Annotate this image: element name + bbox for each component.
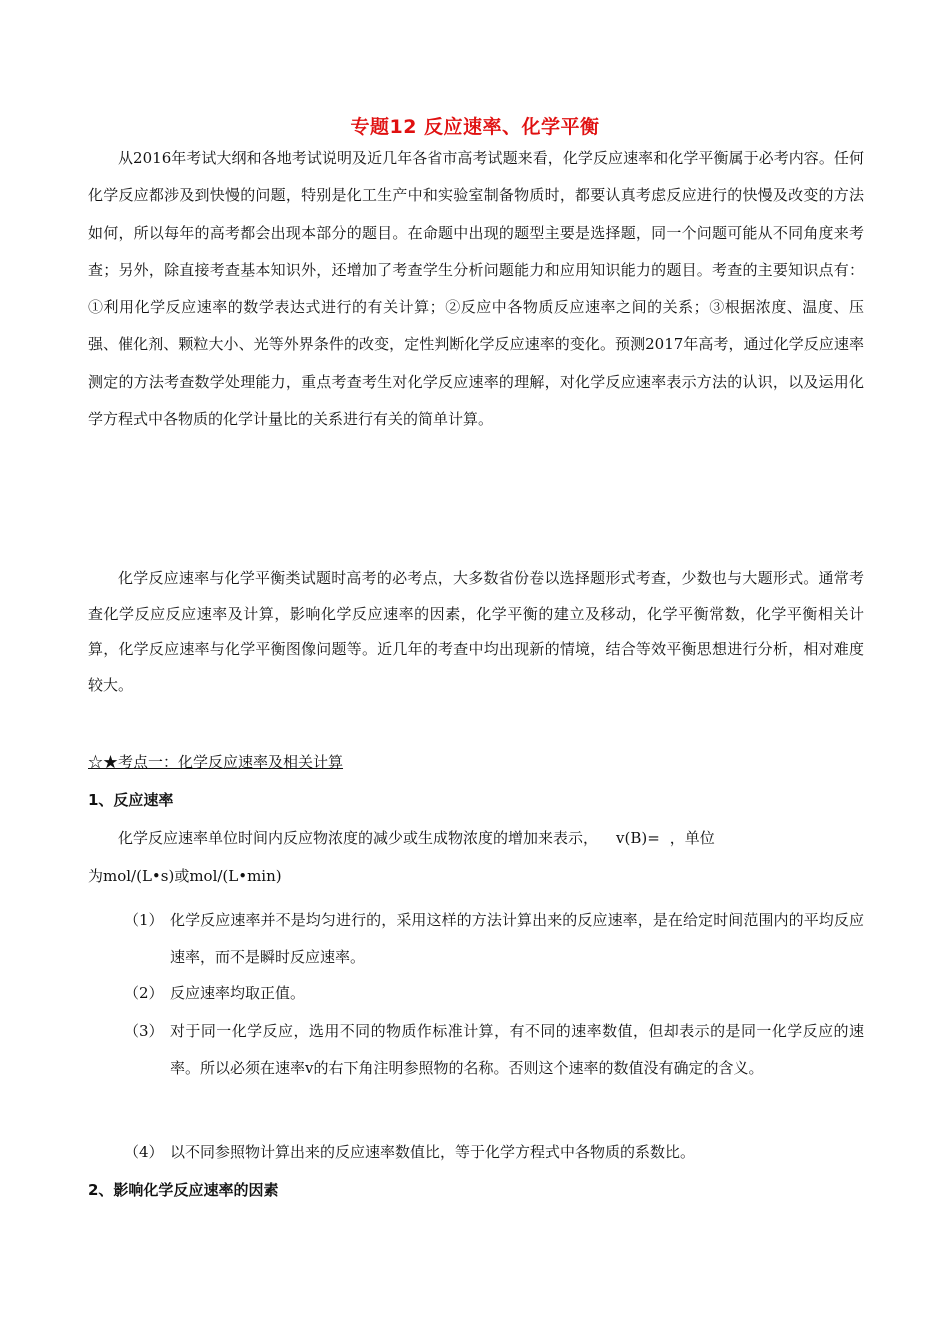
definition-text: 化学反应速率单位时间内反应物浓度的减少或生成物浓度的增加来表示， bbox=[118, 829, 599, 847]
list-item-text: 以不同参照物计算出来的反应速率数值比，等于化学方程式中各物质的系数比。 bbox=[170, 1143, 696, 1161]
list-item-text: 对于同一化学反应，选用不同的物质作标准计算，有不同的速率数值，但却表示的是同一化学反应的速率。所以必须在速率v的右下角注明参照物的名称。否则这个速率的数值没有确定的含义。 bbox=[170, 1022, 864, 1077]
definition-line bbox=[118, 826, 864, 850]
list-item bbox=[124, 1013, 864, 1086]
definition-unit-lead: ，单位 bbox=[669, 829, 715, 847]
list-item-text: 化学反应速率并不是均匀进行的，采用这样的方法计算出来的反应速率，是在给定时间范围内的平均反应速率，而不是瞬时反应速率。 bbox=[170, 911, 864, 966]
list-item-number: （1） bbox=[124, 911, 164, 929]
list-item bbox=[124, 1134, 864, 1171]
section-heading-reaction-rate: 1、反应速率 bbox=[88, 791, 174, 809]
definition-units: 为mol/(L•s)或mol/(L•min) bbox=[88, 867, 282, 885]
section-heading-rate-factors: 2、影响化学反应速率的因素 bbox=[88, 1181, 279, 1199]
list-item-text: 反应速率均取正值。 bbox=[170, 984, 306, 1002]
list-item-number: （3） bbox=[124, 1022, 164, 1040]
list-item bbox=[124, 902, 864, 975]
summary-paragraph: 化学反应速率与化学平衡类试题时高考的必考点，大多数省份卷以选择题形式考查，少数也与大题形式。通常考查化学反应反应速率及计算，影响化学反应速率的因素，化学平衡的建立及移动，化学平衡常数，化学平衡相关计算，化学反应速率与化学平衡图像问题等。近几年的考查中均出现新的情境，结合等效平衡思想进行分析，相对难度较大。 bbox=[88, 569, 864, 694]
list-item bbox=[124, 975, 864, 1012]
intro-paragraph: 从2016年考试大纲和各地考试说明及近几年各省市高考试题来看，化学反应速率和化学平衡属于必考内容。任何化学反应都涉及到快慢的问题，特别是化工生产中和实验室制备物质时，都要认真考虑反应进行的快慢及改变的方法如何，所以每年的高考都会出现本部分的题目。在命题中出现的题型主要是选择题，同一个问题可能从不同角度来考查；另外，除直接考查基本知识外，还增加了考查学生分析问题能力和应用知识能力的题目。考查的主要知识点有：①利用化学反应速率的数学表达式进行的有关计算；②反应中各物质反应速率之间的关系；③根据浓度、温度、压强、催化剂、颗粒大小、光等外界条件的改变，定性判断化学反应速率的变化。预测2017年高考，通过化学反应速率测定的方法考查数学处理能力，重点考查考生对化学反应速率的理解，对化学反应速率表示方法的认识，以及运用化学方程式中各物质的化学计量比的关系进行有关的简单计算。 bbox=[88, 149, 864, 429]
exam-point-heading: ☆★考点一：化学反应速率及相关计算 bbox=[88, 753, 344, 771]
page-title: 专题12 反应速率、化学平衡 bbox=[350, 116, 600, 138]
rate-formula: v(B)= bbox=[616, 829, 660, 847]
list-item-number: （4） bbox=[124, 1143, 164, 1161]
list-item-number: （2） bbox=[124, 984, 164, 1002]
